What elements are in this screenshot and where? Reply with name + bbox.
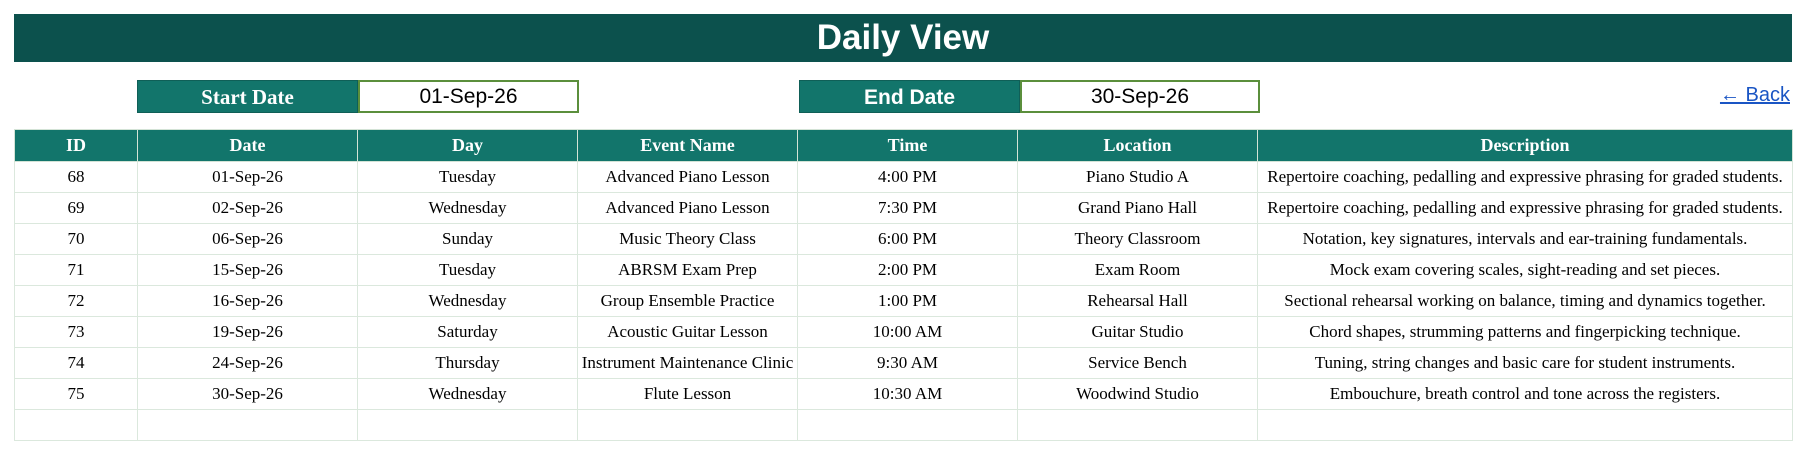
cell-location: Guitar Studio — [1018, 317, 1258, 348]
column-header-time: Time — [798, 130, 1018, 162]
cell-id: 75 — [15, 379, 138, 410]
column-header-date: Date — [138, 130, 358, 162]
cell-event-name: Advanced Piano Lesson — [578, 162, 798, 193]
cell-id: 71 — [15, 255, 138, 286]
cell-id: 73 — [15, 317, 138, 348]
cell-date: 16-Sep-26 — [138, 286, 358, 317]
cell-description: Chord shapes, strumming patterns and fingerpicking technique. — [1258, 317, 1793, 348]
table-row[interactable] — [15, 410, 1793, 441]
cell-date: 15-Sep-26 — [138, 255, 358, 286]
end-date-box — [799, 80, 1260, 113]
cell-time: 6:00 PM — [798, 224, 1018, 255]
cell-date — [138, 410, 358, 441]
cell-id: 69 — [15, 193, 138, 224]
cell-day: Thursday — [358, 348, 578, 379]
cell-date: 19-Sep-26 — [138, 317, 358, 348]
cell-location: Rehearsal Hall — [1018, 286, 1258, 317]
cell-date: 01-Sep-26 — [138, 162, 358, 193]
cell-id: 74 — [15, 348, 138, 379]
back-link[interactable]: ← Back — [1719, 84, 1790, 106]
cell-location: Service Bench — [1018, 348, 1258, 379]
cell-day: Wednesday — [358, 379, 578, 410]
cell-date: 30-Sep-26 — [138, 379, 358, 410]
column-header-id: ID — [15, 130, 138, 162]
cell-event-name: Group Ensemble Practice — [578, 286, 798, 317]
cell-location: Theory Classroom — [1018, 224, 1258, 255]
cell-date: 06-Sep-26 — [138, 224, 358, 255]
cell-time: 7:30 PM — [798, 193, 1018, 224]
cell-time: 2:00 PM — [798, 255, 1018, 286]
cell-time: 1:00 PM — [798, 286, 1018, 317]
cell-day: Tuesday — [358, 255, 578, 286]
cell-description: Mock exam covering scales, sight-reading and set pieces. — [1258, 255, 1793, 286]
table-row[interactable] — [15, 317, 1793, 348]
table-body — [15, 162, 1793, 441]
cell-day — [358, 410, 578, 441]
cell-date: 24-Sep-26 — [138, 348, 358, 379]
table-row[interactable] — [15, 255, 1793, 286]
cell-location: Exam Room — [1018, 255, 1258, 286]
table-row[interactable] — [15, 224, 1793, 255]
cell-day: Sunday — [358, 224, 578, 255]
cell-location — [1018, 410, 1258, 441]
cell-location: Woodwind Studio — [1018, 379, 1258, 410]
title-bar — [14, 14, 1792, 62]
cell-time: 10:30 AM — [798, 379, 1018, 410]
cell-event-name: Music Theory Class — [578, 224, 798, 255]
end-date-label: End Date — [799, 80, 1020, 113]
cell-date: 02-Sep-26 — [138, 193, 358, 224]
cell-day: Saturday — [358, 317, 578, 348]
cell-time — [798, 410, 1018, 441]
page-title: Daily View — [816, 18, 990, 57]
start-date-box — [137, 80, 579, 113]
start-date-label: Start Date — [137, 80, 358, 113]
cell-time: 4:00 PM — [798, 162, 1018, 193]
cell-description: Repertoire coaching, pedalling and expressive phrasing for graded students. — [1258, 162, 1793, 193]
end-date-field[interactable]: 30-Sep-26 — [1020, 80, 1260, 113]
cell-event-name: ABRSM Exam Prep — [578, 255, 798, 286]
cell-time: 9:30 AM — [798, 348, 1018, 379]
cell-description — [1258, 410, 1793, 441]
table-row[interactable] — [15, 348, 1793, 379]
cell-id: 70 — [15, 224, 138, 255]
cell-description: Sectional rehearsal working on balance, timing and dynamics together. — [1258, 286, 1793, 317]
cell-description: Notation, key signatures, intervals and ear-training fundamentals. — [1258, 224, 1793, 255]
cell-location: Grand Piano Hall — [1018, 193, 1258, 224]
cell-day: Wednesday — [358, 193, 578, 224]
column-header-location: Location — [1018, 130, 1258, 162]
cell-day: Tuesday — [358, 162, 578, 193]
events-table — [14, 129, 1793, 441]
cell-event-name: Advanced Piano Lesson — [578, 193, 798, 224]
cell-id — [15, 410, 138, 441]
table-row[interactable] — [15, 162, 1793, 193]
cell-description: Repertoire coaching, pedalling and expressive phrasing for graded students. — [1258, 193, 1793, 224]
cell-event-name: Flute Lesson — [578, 379, 798, 410]
cell-id: 68 — [15, 162, 138, 193]
table-row[interactable] — [15, 379, 1793, 410]
cell-description: Embouchure, breath control and tone across the registers. — [1258, 379, 1793, 410]
cell-event-name: Instrument Maintenance Clinic — [578, 348, 798, 379]
start-date-field[interactable]: 01-Sep-26 — [358, 80, 579, 113]
column-header-day: Day — [358, 130, 578, 162]
cell-id: 72 — [15, 286, 138, 317]
table-row[interactable] — [15, 193, 1793, 224]
table-header-row — [15, 130, 1793, 162]
cell-time: 10:00 AM — [798, 317, 1018, 348]
cell-event-name: Acoustic Guitar Lesson — [578, 317, 798, 348]
cell-location: Piano Studio A — [1018, 162, 1258, 193]
column-header-event-name: Event Name — [578, 130, 798, 162]
cell-description: Tuning, string changes and basic care for student instruments. — [1258, 348, 1793, 379]
table-row[interactable] — [15, 286, 1793, 317]
cell-day: Wednesday — [358, 286, 578, 317]
cell-event-name — [578, 410, 798, 441]
column-header-description: Description — [1258, 130, 1793, 162]
